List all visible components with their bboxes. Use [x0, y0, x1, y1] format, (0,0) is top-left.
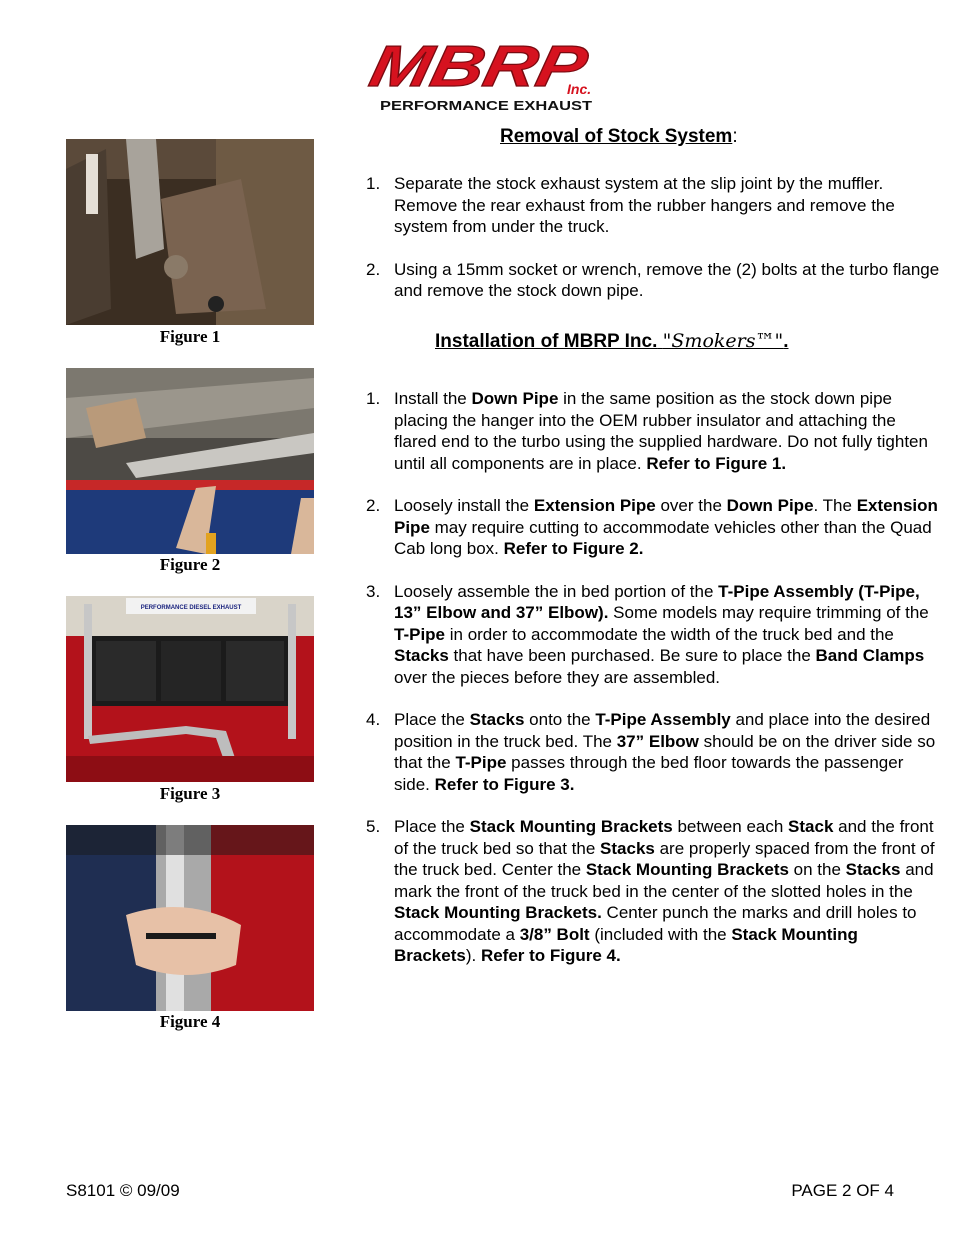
installation-heading [435, 330, 789, 353]
step-emphasis: Stack Mounting Brackets [394, 924, 858, 965]
step-emphasis: Stack [788, 817, 834, 836]
figure-1-caption: Figure 1 [159, 327, 221, 346]
step-text: Center punch the marks and drill holes to accommodate a [394, 903, 917, 944]
step-text: Place the [394, 710, 470, 729]
step-emphasis: Extension Pipe [533, 496, 656, 515]
mbrp-logo [362, 34, 612, 114]
step-emphasis: T-Pipe [455, 753, 507, 772]
step-text: Loosely assemble the in bed portion of the [394, 581, 719, 601]
figure-1-photo [66, 139, 314, 325]
page-number: PAGE 2 OF 4 [791, 1181, 894, 1200]
step-text: in order to accommodate the width of the truck bed and the [445, 624, 894, 644]
step-emphasis: Stacks [845, 860, 901, 879]
logo-brand: MBRP [364, 34, 549, 99]
step-text: between each [672, 817, 789, 836]
step-text: over the [655, 496, 727, 515]
step-text: that have been purchased. Be sure to place the [448, 646, 816, 665]
step-number: 4. [366, 710, 381, 729]
figure-1 [66, 139, 314, 325]
removal-step-1 [366, 173, 940, 238]
step-emphasis: T-Pipe Assembly [595, 710, 731, 729]
step-text: and place into the desired position in the truck bed. The [394, 710, 931, 751]
step-number: 5. [366, 817, 381, 836]
step-text: Place the [394, 817, 470, 836]
step-text: in the same position as the stock down pipe placing the hanger into the OEM rubber insulator and attaching the flared end to the turbo using the supplied hardware. Do not fully tighten until all components are in place. [394, 389, 928, 473]
step-text: Separate the stock exhaust system at the slip joint by the muffler. Remove the rear exhaust from the rubber hangers and remove the system from under the truck. [394, 174, 895, 236]
figure-4 [66, 825, 314, 1011]
step-emphasis: 3/8” Bolt [519, 924, 590, 944]
step-text: Loosely install the [394, 496, 534, 515]
figure-3 [66, 596, 314, 782]
installation-step-1 [366, 388, 940, 474]
installation-step-3 [366, 581, 940, 689]
step-text: . The [813, 496, 857, 515]
removal-step-2 [366, 259, 940, 302]
installation-steps [366, 388, 940, 967]
step-emphasis: Refer to Figure 2. [503, 539, 644, 558]
step-text: are properly spaced from the front of the truck bed. Center the [394, 838, 935, 879]
step-text: may require cutting to accommodate vehicles other than the Quad Cab long box. [394, 517, 932, 558]
figure-2-photo [66, 368, 314, 554]
step-emphasis: Stacks [469, 710, 525, 729]
step-emphasis: Stacks [394, 646, 449, 665]
step-text: on the [788, 860, 846, 879]
installation-heading-period: . [783, 331, 789, 352]
step-text: (included with the [589, 924, 732, 944]
step-emphasis: Band Clamps [815, 646, 925, 665]
removal-heading-colon: : [732, 126, 738, 147]
figure-3-caption: Figure 3 [159, 784, 221, 803]
step-text: and mark the front of the truck bed in the center of the slotted holes in the [394, 860, 934, 901]
step-number: 1. [366, 389, 381, 408]
step-emphasis: Down Pipe [726, 496, 814, 515]
step-number: 2. [366, 259, 381, 279]
step-text: Some models may require trimming of the [608, 603, 929, 622]
figure-3-photo [66, 596, 314, 782]
step-emphasis: T-Pipe Assembly (T-Pipe, 13” Elbow and 37” Elbow). [394, 581, 920, 622]
step-emphasis: Refer to Figure 4. [480, 946, 621, 965]
step-text: and the front of the truck bed so that the [394, 817, 934, 858]
removal-heading-text: Removal of Stock System [500, 126, 733, 147]
step-emphasis: Down Pipe [471, 389, 559, 408]
installation-step-4 [366, 709, 940, 795]
step-text: Using a 15mm socket or wrench, remove the (2) bolts at the turbo flange and remove the stock down pipe. [394, 259, 940, 300]
figure-4-photo [66, 825, 314, 1011]
removal-steps [366, 173, 940, 302]
installation-heading-text: Installation of MBRP Inc. [435, 331, 658, 352]
step-emphasis: Refer to Figure 3. [434, 774, 575, 794]
figure-3-sign-text: PERFORMANCE DIESEL EXHAUST [140, 605, 242, 611]
step-number: 3. [366, 581, 381, 601]
installation-step-2 [366, 495, 940, 560]
step-number: 2. [366, 496, 381, 515]
figure-2-caption: Figure 2 [159, 555, 221, 574]
installation-step-5 [366, 816, 940, 967]
step-text: passes through the bed floor towards the passenger side. [394, 753, 904, 794]
step-text: ). [465, 946, 481, 965]
step-emphasis: Refer to Figure 1. [646, 453, 787, 473]
step-emphasis: Extension Pipe [394, 496, 938, 537]
step-emphasis: Stacks [600, 838, 655, 858]
logo-tagline: PERFORMANCE EXHAUST [380, 99, 593, 113]
step-text: Install the [394, 389, 472, 408]
figure-4-caption: Figure 4 [159, 1012, 221, 1031]
figure-2 [66, 368, 314, 554]
step-emphasis: Stack Mounting Brackets. [394, 903, 602, 922]
step-emphasis: T-Pipe [394, 624, 446, 644]
smokers-product-name: "Smokers™" [662, 330, 784, 352]
step-text: over the pieces before they are assembled. [394, 667, 721, 687]
logo-suffix: Inc. [567, 81, 592, 97]
removal-heading [500, 126, 738, 148]
document-code: S8101 © 09/09 [66, 1181, 180, 1200]
step-emphasis: Stack Mounting Brackets [585, 860, 789, 879]
step-text: onto the [524, 710, 596, 729]
step-emphasis: Stack Mounting Brackets [469, 817, 673, 836]
step-emphasis: 37” Elbow [616, 731, 699, 751]
step-text: should be on the driver side so that the [394, 731, 936, 772]
step-number: 1. [366, 174, 381, 193]
